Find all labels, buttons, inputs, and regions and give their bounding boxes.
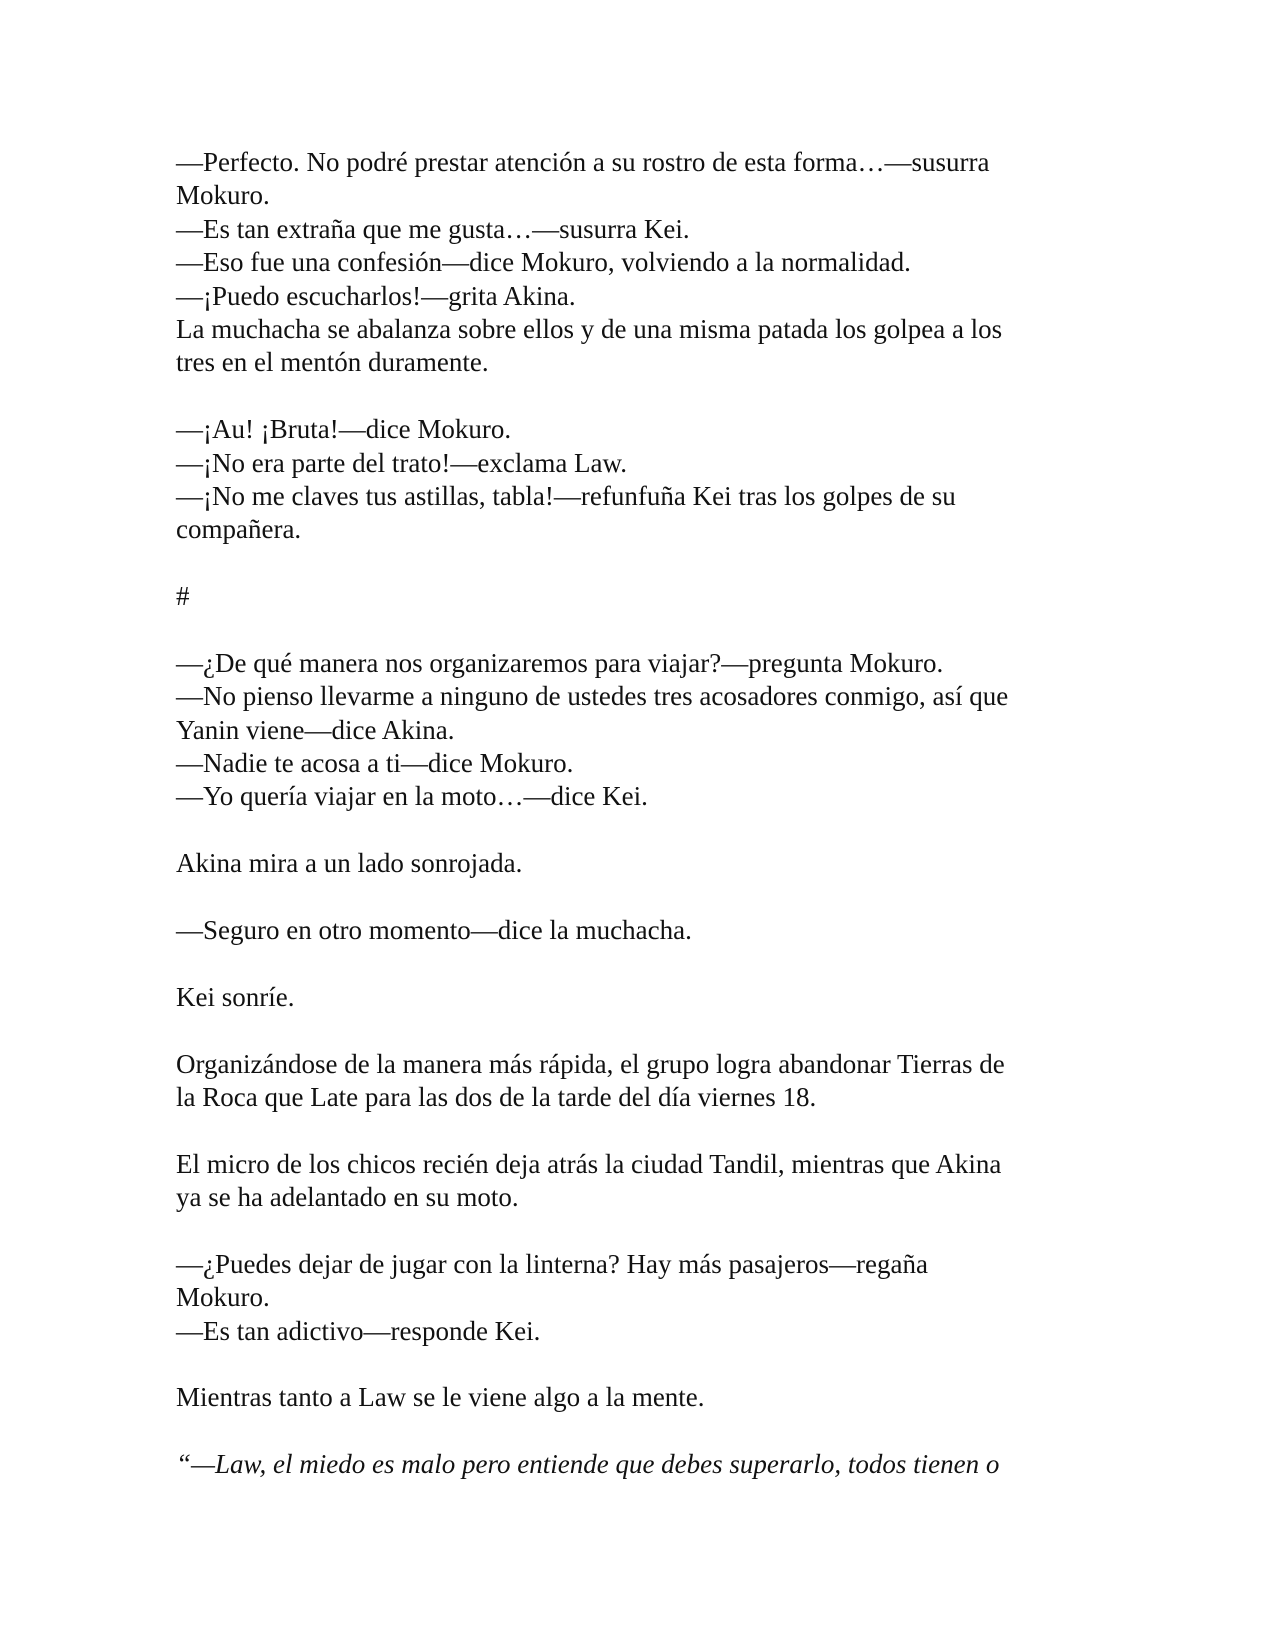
text-line: tres en el mentón duramente. — [176, 347, 489, 378]
text-line: La muchacha se abalanza sobre ellos y de una misma patada los golpea a los — [176, 313, 1003, 344]
text-line: —¿De qué manera nos organizaremos para viajar?—pregunta Mokuro. — [176, 647, 944, 678]
blank-line — [176, 1114, 1076, 1147]
scene-break: # — [176, 581, 190, 612]
text-line: Mientras tanto a Law se le viene algo a la mente. — [176, 1382, 705, 1413]
text-line: Mokuro. — [176, 180, 270, 211]
blank-line — [176, 1215, 1076, 1248]
text-line: —¿Puedes dejar de jugar con la linterna? Hay más pasajeros—regaña — [176, 1248, 928, 1279]
text-line: —¡Puedo escucharlos!—grita Akina. — [176, 280, 576, 311]
text-line: —Es tan adictivo—responde Kei. — [176, 1315, 541, 1346]
blank-line — [176, 1014, 1076, 1047]
text-line: El micro de los chicos recién deja atrás la ciudad Tandil, mientras que Akina — [176, 1148, 1002, 1179]
document-page — [176, 146, 1076, 1482]
text-line: compañera. — [176, 514, 302, 545]
italic-flashback-line: “—Law, el miedo es malo pero entiende que debes superarlo, todos tienen o — [176, 1449, 1000, 1480]
text-line: —Es tan extraña que me gusta…—susurra Kei. — [176, 213, 690, 244]
text-line: —Nadie te acosa a ti—dice Mokuro. — [176, 748, 574, 779]
text-line: Akina mira a un lado sonrojada. — [176, 848, 523, 879]
text-line: Mokuro. — [176, 1282, 270, 1313]
blank-line — [176, 814, 1076, 847]
text-line: la Roca que Late para las dos de la tarde del día viernes 18. — [176, 1081, 817, 1112]
text-line: —Yo quería viajar en la moto…—dice Kei. — [176, 781, 648, 812]
blank-line — [176, 1348, 1076, 1381]
blank-line — [176, 613, 1076, 646]
blank-line — [176, 380, 1076, 413]
text-line: —¡Au! ¡Bruta!—dice Mokuro. — [176, 414, 512, 445]
text-line: Yanin viene—dice Akina. — [176, 714, 455, 745]
text-line: Organizándose de la manera más rápida, el grupo logra abandonar Tierras de — [176, 1048, 1005, 1079]
text-line: Kei sonríe. — [176, 981, 295, 1012]
text-line: —Seguro en otro momento—dice la muchacha. — [176, 914, 692, 945]
blank-line — [176, 547, 1076, 580]
blank-line — [176, 947, 1076, 980]
text-line: —Perfecto. No podré prestar atención a su rostro de esta forma…—susurra — [176, 147, 990, 177]
blank-line — [176, 881, 1076, 914]
text-line: —No pienso llevarme a ninguno de ustedes tres acosadores conmigo, así que — [176, 681, 1009, 712]
text-line: —¡No me claves tus astillas, tabla!—refunfuña Kei tras los golpes de su — [176, 480, 956, 511]
text-line: —¡No era parte del trato!—exclama Law. — [176, 447, 628, 478]
text-line: ya se ha adelantado en su moto. — [176, 1182, 519, 1213]
text-line: —Eso fue una confesión—dice Mokuro, volviendo a la normalidad. — [176, 247, 911, 278]
blank-line — [176, 1415, 1076, 1448]
